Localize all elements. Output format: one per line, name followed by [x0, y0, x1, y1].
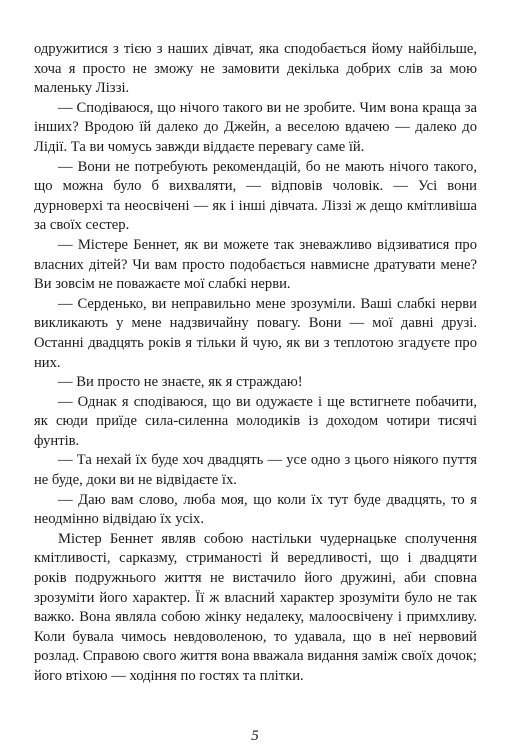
paragraph-3: — Вони не потребують рекомендацій, бо не мають нічого такого, що можна було б вихваляти, — відповів чоловік. — Усі вони дурноверхі та неосвічені — як і інші дівчата. Ліззі ж дещо кмітливіша за своїх сестер. — [34, 158, 477, 234]
paragraph-9: — Даю вам слово, люба моя, що коли їх тут буде двадцять, то я неодмінно відвідаю їх усіх. — [34, 491, 477, 528]
page-number: 5 — [251, 728, 259, 744]
paragraph-6: — Ви просто не знаєте, як я страждаю! — [58, 374, 303, 391]
paragraph-2: — Сподіваюся, що нічого такого ви не зробите. Чим вона краща за інших? Вродою їй далеко до Джейн, а веселою вдачею — далеко до Лідії. Та ви чомусь завжди віддаєте перевагу саме їй. — [34, 99, 477, 155]
paragraph-1: одружитися з тією з наших дівчат, яка сподобається йому найбільше, хоча я просто не зможу не замовити декілька добрих слів за мою маленьку Ліззі. — [34, 41, 477, 97]
paragraph-5: — Серденько, ви неправильно мене зрозуміли. Ваші слабкі нерви викликають у мене надзвичайну повагу. Вони — мої давні друзі. Останні двадцять років я тільки й чую, як ви з теплотою згадуєте про них. — [34, 295, 477, 371]
paragraph-4: — Містере Беннет, як ви можете так зневажливо відзиватися про власних дітей? Чи вам просто подобається навмисне дратувати мене? Ви зовсім не поважаєте мої слабкі нерви. — [34, 236, 477, 293]
book-page-text — [34, 40, 477, 687]
paragraph-10: Містер Беннет являв собою настільки чудернацьке сполучення кмітливості, сарказму, стриманості й вередливості, що і двадцяти років подружнього життя не вистачило його дружині, аби сповна зрозуміти його характер. Її ж власний характер зрозуміти було не так важко. Вона являла собою жінку недалеку, малоосвічену і примхливу. Коли бувала чимось невдоволеною, то удавала, що в неї нервовий розлад. Справою свого життя вона вважала видання заміж своїх дочок; його втіхою — ходіння по гостях та плітки. — [34, 530, 477, 684]
paragraph-8: — Та нехай їх буде хоч двадцять — усе одно з цього ніякого пуття не буде, доки ви не відвідаєте їх. — [34, 452, 477, 489]
paragraph-7: — Однак я сподіваюся, що ви одужаєте і ще встигнете побачити, як сюди приїде сила-силенна молодиків із доходом чотири тисячі фунтів. — [34, 393, 477, 449]
